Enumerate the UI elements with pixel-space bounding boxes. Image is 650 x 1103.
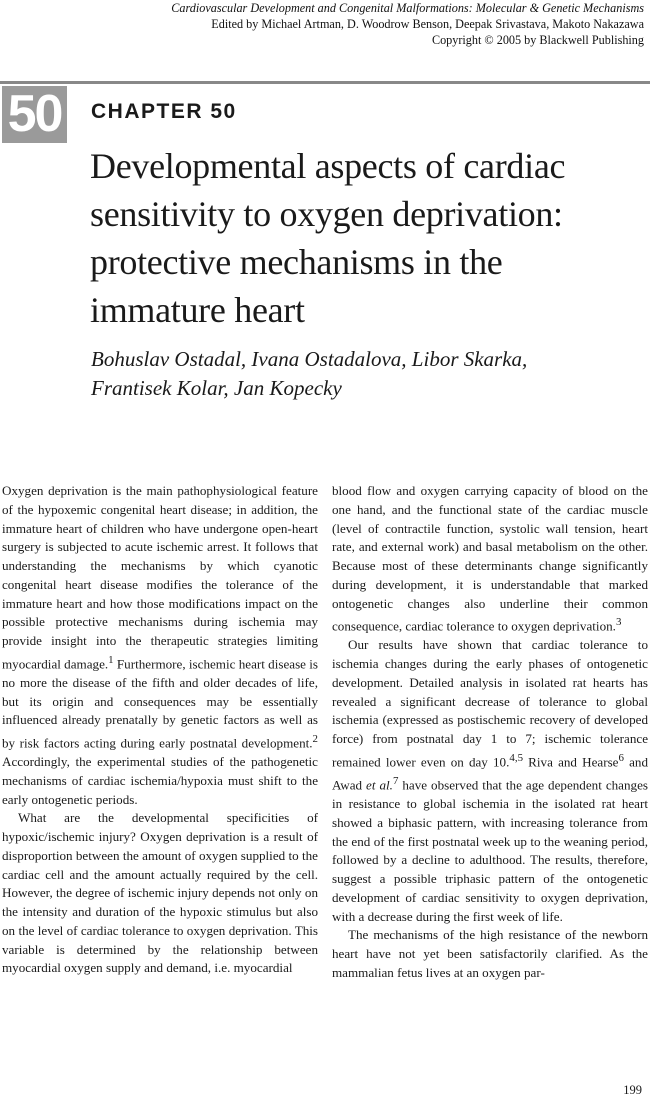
editors-line: Edited by Michael Artman, D. Woodrow Benson, Deepak Srivastava, Makoto Nakazawa [211, 17, 644, 31]
author-line: Frantisek Kolar, Jan Kopecky [91, 376, 342, 400]
chapter-label: CHAPTER 50 [91, 100, 237, 123]
body-text: Riva and Hearse [523, 754, 619, 770]
title-line: immature heart [90, 290, 305, 330]
book-series-title: Cardiovascular Development and Congenital Malformations: Molecular & Genetic Mechanisms [171, 1, 644, 15]
title-line: sensitivity to oxygen deprivation: [90, 194, 563, 234]
paragraph [2, 482, 318, 809]
paragraph [332, 636, 648, 926]
title-line: protective mechanisms in the [90, 242, 503, 282]
chapter-rule [0, 81, 650, 84]
right-column [332, 482, 648, 983]
running-header [171, 0, 644, 48]
paragraph: The mechanisms of the high resistance of the newborn heart have not yet been satisfactorily clarified. As the mammalian fetus lives at an oxygen par- [332, 927, 648, 980]
body-text: blood flow and oxygen carrying capacity of blood on the one hand, and the functional state of the cardiac muscle (level of contractile function, systolic wall tension, heart rate, and external work) and basal metabolism on the other. Because most of these determinants change significantly during development, it is understandable that marked ontogenetic changes also underline their common consequence, cardiac tolerance to oxygen deprivation. [332, 483, 648, 634]
citation: 1 [108, 653, 114, 666]
citation: 4,5 [509, 751, 524, 764]
copyright-line: Copyright © 2005 by Blackwell Publishing [431, 33, 644, 47]
citation: 3 [615, 616, 622, 629]
paragraph: What are the developmental specificities of hypoxic/ischemic injury? Oxygen deprivation is a result of disproportion between the amount of oxygen supplied to the cardiac cell and the amount actually required by the cell. However, the degree of ischemic injury depends not only on the intensity and duration of the hypoxic stimulus but also on the level of cardiac tolerance to oxygen deprivation. This variable is determined by the relationship between myocardial oxygen supply and demand, i.e. myocardial [2, 810, 318, 976]
author-list [91, 345, 631, 403]
citation: 2 [312, 733, 318, 746]
paragraph [332, 482, 648, 636]
chapter-title [90, 142, 650, 334]
body-text: Accordingly, the experimental studies of the pathogenetic mechanisms of cardiac ischemia/hypoxia must shift to the early ontogenetic periods. [2, 754, 318, 807]
page-number: 199 [623, 1083, 642, 1097]
body-text: Oxygen deprivation is the main pathophysiological feature of the hypoxemic congenital heart disease; in addition, the immature heart of children who have undergone open-heart surgery is subjected to acute ischemic arrest. It follows that understanding the mechanisms by which cyanotic congenital heart disease modifies the tolerance of the immature heart and how those modifications impact on the possible protective mechanisms during ischemia may provide insight into the therapeutic strategies limiting myocardial damage. [2, 483, 318, 672]
left-column [2, 482, 318, 978]
body-text: Furthermore, ischemic heart disease is no more the disease of the fifth and older decades of life, but its origin and consequences may be essentially influenced already prenatally by genetic factors as well as by risk factors acting during early postnatal development. [2, 656, 318, 751]
author-line: Bohuslav Ostadal, Ivana Ostadalova, Libor Skarka, [91, 347, 528, 371]
citation: 7 [392, 774, 399, 787]
citation: 6 [618, 751, 624, 764]
body-text: and Awad [332, 754, 648, 793]
body-text-italic: et al. [366, 777, 393, 793]
body-text: Our results have shown that cardiac tolerance to ischemia changes during the early phases of ontogenetic development. Detailed analysis in isolated rat hearts has revealed a significant decrease of tolerance to global ischemia (expressed as postischemic recovery of developed force) from postnatal day 1 to 7; ischemic tolerance remained lower even on day 10. [332, 637, 648, 770]
title-line: Developmental aspects of cardiac [90, 146, 566, 186]
chapter-number-badge: 50 [2, 86, 67, 143]
body-text: have observed that the age dependent changes in resistance to global ischemia in the isolated rat heart showed a biphasic pattern, with increasing tolerance from the end of the first postnatal week up to the weaning period, followed by a decline to adulthood. The results, therefore, suggest a possible triphasic pattern of the ontogenetic development of cardiac sensitivity to oxygen deprivation, with a decrease during the first week of life. [332, 777, 648, 924]
